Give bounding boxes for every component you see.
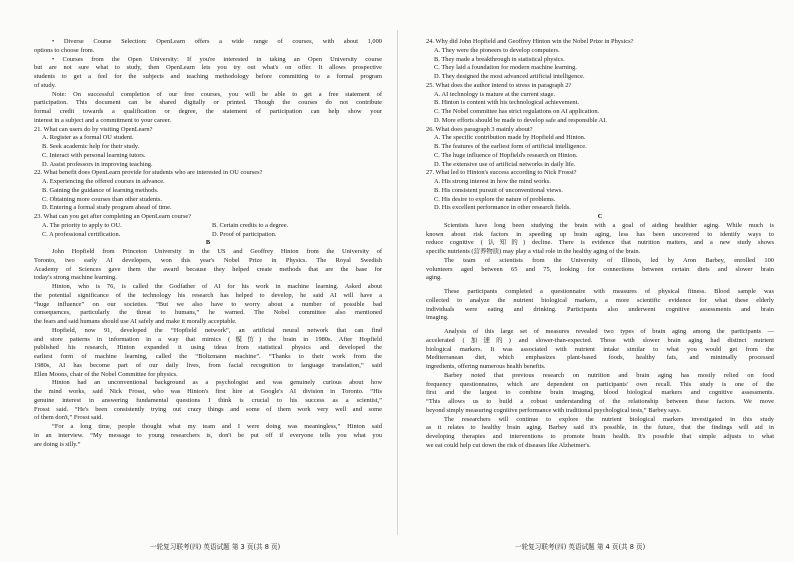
question-26-stem: 26. What does paragraph 3 mainly about? [426,125,533,133]
question-23-options-row [34,231,382,240]
question-26-option-b: B. The features of the earliest form of artificial intelligence. [434,143,587,150]
text-line: today's strong machine learning. [34,274,117,282]
question-27-option-a: A. His strong interest in how the mind works. [434,178,551,185]
question-24-stem: 24. Why did John Hopfield and Geoffrey Hinton win the Nobel Prize in Physics? [426,38,634,45]
text-line: options to choose from. [34,46,95,54]
text-line: frequency questionnaires, which are dependent on participants' own recall. This study is one of the [426,380,774,388]
question-21-stem: 21. What can users do by visiting OpenLearn? [34,125,153,133]
section-b-heading: B [205,239,211,247]
text-line: individuals were eating and drinking. Participants also underwent cognitive assessments and brain [426,305,774,313]
section-c-heading: C [597,213,603,220]
text-line: • Diverse Course Selection: OpenLearn offers a wide range of courses, with about 1,000 [52,38,382,45]
text-line: These participants completed a questionnaire with measures of physical fitness. Blood sample was [444,288,774,295]
text-line: volunteers aged between 65 and 75, looking for connections between certain diets and slower brain [426,265,774,273]
question-24-option-b: B. They made a breakthrough in statistical physics. [434,55,565,63]
question-23-options-row [34,222,382,231]
question-23-option-d: D. Proof of participation. [212,230,277,238]
question-26-option-a: A. The specific contribution made by Hopfield and Hinton. [434,134,586,142]
text-line: first and the largest to combine brain imaging, blood biological markers and cognitive assessments. [426,389,774,397]
page-footer-left: 一轮复习联考(四) 英语试题 第 3 页(共 8 页) [150,543,281,551]
question-23-option-a: A. The priority to apply to OU. [42,221,122,229]
text-line: as it relates to healthy brain aging. Barbey said it's possible, in the future, that the findings will aid in [426,424,774,432]
column-divider [397,30,398,535]
text-line: Scientists have long been studying the brain with a goal of aiding healthier aging. While much is [444,221,774,229]
question-27-option-c: C. His desire to explore the nature of problems. [434,195,556,203]
text-line: Academy of Sciences gave them the award because they helped create methods that are the base for [34,265,382,273]
text-line: developing therapies and interventions to promote brain health. It's possible that simple adjusts to what [426,433,774,440]
question-24-option-c: C. They laid a foundation for modern machine learning. [434,64,577,72]
text-line: of them don't,” Frosst said. [34,414,103,422]
text-line: The researchers will continue to explore the nutrient biological markers investigated in this study [444,415,774,423]
text-line: Ellen Moons, chair of the Nobel Committee for physics. [34,370,178,378]
text-line: ingredients, offering numerous health benefits. [426,363,546,370]
question-24-option-d: D. They designed the most advanced artificial intelligence. [434,73,585,80]
text-line: the fears and said humans should use AI safely and make it morally acceptable. [34,318,237,325]
text-line: 1980s, AI has become part of our daily lives, from facial recognition to language translation,” said [34,361,382,369]
text-line: known about risk factors in speeding up brain aging, less has been uncovered to identify ways to [426,230,774,238]
text-line: imaging. [426,314,449,322]
question-25-option-d: D. More efforts should be made to develop safe and responsible AI. [434,116,607,124]
text-line: published his research, Hinton expanded it using ideas from statistical physics and developed the [34,344,382,352]
question-21-option-d: D. Assist professors in improving teaching. [42,160,153,168]
text-line: the mind works, said Nick Frosst, who was Hinton's first hire at Google's AI division in Toronto. “His [34,388,382,395]
question-22-option-d: D. Entering a formal study program ahead of time. [42,204,172,212]
question-21-option-b: B. Seek academic help for their study. [42,143,140,150]
text-line: “huge influence” on our societies. “But we also have to worry about a number of possible bad [34,300,382,308]
question-23-stem: 23. What can you get after completing an OpenLearn course? [34,213,192,220]
text-line: we eat could help cut down the risk of diseases like Alzheimer's. [426,441,591,449]
question-27-stem: 27. What led to Hinton's success according to Nick Frosst? [426,169,577,177]
text-line: aging. [426,274,442,282]
text-line: interest in a subject and a commitment to your career. [34,116,171,124]
right-column [426,38,774,451]
question-21-option-a: A. Register as a formal OU student. [42,134,134,142]
text-line: Note: On successful completion of our free courses, you will be able to get a free statement of [52,90,382,98]
text-line: consequences, particularly the threat to humans,” he warned. The Nobel committee also mentioned [34,309,382,317]
question-22-option-c: C. Obtaining more courses than other students. [42,195,162,203]
text-line: “For a long time, people thought what my team and I were doing was meaningless,” Hinton said [52,423,382,430]
text-line: Hinton, who is 76, is called the Godfather of AI for his work in machine learning. Asked about [52,283,382,290]
question-25-option-b: B. Hinton is content with his technological achievement. [434,99,580,107]
question-23-option-c: C. A professional certification. [42,230,121,238]
question-23-option-b: B. Certain credits to a degree. [212,221,289,229]
text-line: earliest form of machine learning, called the “Boltzmann machine”. “Thanks to their work from the [34,353,382,360]
text-line: the potential significance of the technology his research has helped to develop, he said AI will have a [34,291,382,299]
question-21-option-c: C. Interact with personal learning tutors. [42,151,146,159]
left-column [34,38,382,449]
question-27-option-b: B. His consistent pursuit of unconventional views. [434,186,563,194]
text-line: of study. [34,81,56,89]
question-27-option-d: D. His excellent performance in other research fields. [434,204,571,212]
text-line: “This allows us to build a robust understanding of the relationship between these factors. We move [426,398,774,405]
text-line: Analysis of this large set of measures revealed two types of brain aging among the participants — [444,328,774,335]
text-line: specific nutrients (营养物质) may play a vital role in the healthy aging of the brain. [426,248,641,255]
text-line: students to get a feel for the subjects and teaching methodology before committing to a formal program [34,73,382,80]
question-26-option-c: C. The huge influence of Hopfield's research on Hinton. [434,151,578,159]
question-22-stem: 22. What benefit does OpenLearn provide for students who are interested in OU courses? [34,169,263,177]
question-22-option-b: B. Gaining the guidance of learning methods. [42,186,159,194]
text-line: and store patterns in information in a way that mimics (模仿) the brain in 1980s. After Hopfield [34,335,382,343]
text-line: collected to analyze the nutrient biological markers, a more scientific evidence for what these elderly [426,296,774,304]
text-line: formal credit towards a qualification or degree, the statement of participation can help show your [34,108,382,115]
text-line: Toronto, two early AI developers, won this year's Nobel Prize in Physics. The Royal Swedish [34,256,382,264]
text-line: are doing is silly.” [34,440,81,448]
text-line: Frosst said. “He's been consistently trying out crazy things and some of them work very well and some [34,405,382,413]
text-line: but are not sure what to study, then OpenLearn lets you try out what's on offer. It allows prospective [34,64,382,72]
text-line: reduce cognitive (认知的) decline. There is evidence that nutrition matters, and a new study shows [426,239,774,247]
text-line: in an interview. “My message to young researchers is, don't be put off if everyone tells you what you [34,431,382,439]
question-25-option-c: C. The Nobel committee has strict regulations on AI application. [434,108,600,115]
text-line: genuine interest in answering fundamental questions I think is crucial to his success as a scientist,” [34,396,382,404]
text-line: accelerated (加速的) and slower-than-expected. Those with slower brain aging had distinct nutrient [426,336,774,344]
text-line: John Hopfield from Princeton University in the US and Geoffrey Hinton from the University of [52,248,382,255]
question-25-stem: 25. What does the author intend to stress in paragraph 2? [426,81,572,89]
page-footer-right: 一轮复习联考(四) 英语试题 第 4 页(共 8 页) [515,543,646,551]
text-line: • Courses from the Open University: If you're interested in taking an Open University course [52,55,382,63]
text-line: Hopfield, now 91, developed the “Hopfield network”, an artificial neural network that can find [52,326,382,334]
text-line: Mediterranean diet, which emphasizes plant-based foods, healthy fats, and minimally processed [426,354,774,362]
question-26-option-d: D. The extensive use of artificial networks in daily life. [434,160,576,168]
text-line: biological markers. It was associated with nutrient intake similar to what you would get from the [426,345,774,353]
text-line: participation. This document can be shared digitally or printed. Though the courses do not contribute [34,99,382,107]
text-line: The team of scientists from the University of Illinois, led by Aron Barbey, enrolled 100 [444,256,774,264]
text-line: Barbey noted that previous research on nutrition and brain aging has mostly relied on food [444,371,774,379]
question-22-option-a: A. Experiencing the offered courses in advance. [42,178,165,185]
text-line: Hinton had an unconventional background as a psychologist and was genuinely curious about how [52,379,382,387]
question-25-option-a: A. AI technology is mature at the current stage. [434,90,556,98]
question-24-option-a: A. They were the pioneers to develop computers. [434,46,560,54]
text-line: beyond simply measuring cognitive performance with traditional psychological tests,” Barbey says. [426,406,681,414]
